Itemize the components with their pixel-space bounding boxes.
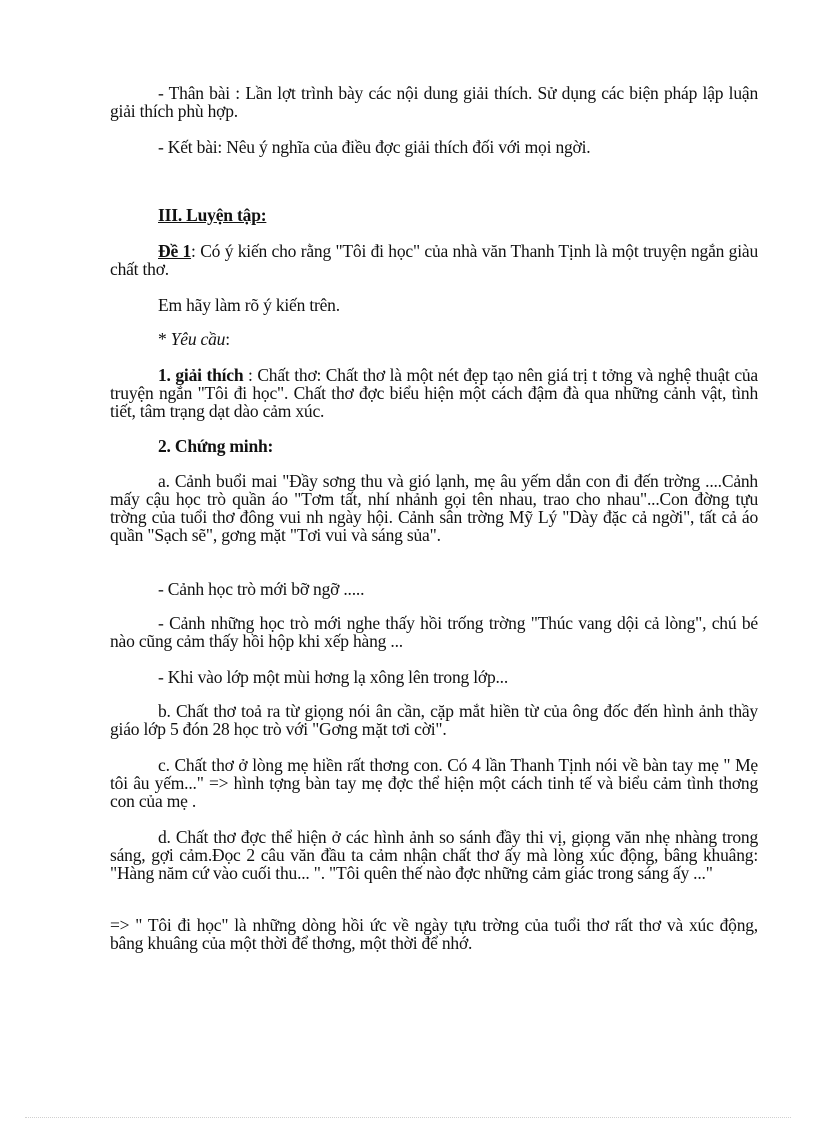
page-bottom-divider <box>25 1117 791 1118</box>
heading-chung-minh: 2. Chứng minh: <box>158 436 274 456</box>
paragraph-yeu-cau <box>110 330 758 348</box>
paragraph-conclusion: => " Tôi đi học" là những dòng hồi ức về ngày tựu trờng của tuổi thơ rất thơ và xúc động, bâng khuâng của một thời để thơng, một thời để nhớ. <box>110 915 758 953</box>
paragraph-em-hay: Em hãy làm rõ ý kiến trên. <box>158 295 340 315</box>
paragraph-giai-thich <box>110 366 758 420</box>
de1-text: : Có ý kiến cho rằng "Tôi đi học" của nhà văn Thanh Tịnh là một truyện ngắn giàu chất thơ. <box>110 241 758 279</box>
paragraph-c: c. Chất thơ ở lòng mẹ hiền rất thơng con. Có 4 lần Thanh Tịnh nói về bàn tay mẹ " Mẹ tôi âu yếm..." => hình tợng bàn tay mẹ đợc thể hiện một cách tinh tế và biểu cảm tình thơng con của mẹ . <box>110 755 758 811</box>
paragraph-de-1 <box>110 242 758 278</box>
section-title: III. Luyện tập: <box>158 205 267 225</box>
giai-thich-label: 1. giải thích <box>158 365 244 385</box>
yeu-cau-label: Yêu cầu <box>170 329 226 349</box>
paragraph-canh-hoc-tro: - Cảnh học trò mới bỡ ngỡ ..... <box>158 579 365 599</box>
giai-thich-text: : Chất thơ: Chất thơ là một nét đẹp tạo nên giá trị t tởng và nghệ thuật của truyện ngắn "Tôi đi học". Chất thơ đợc biểu hiện một cách đậm đà qua những cảnh vật, tình tiết, tâm trạng dạt dào cảm xúc. <box>110 365 759 421</box>
de1-label: Đề 1 <box>158 241 192 261</box>
paragraph-canh-nhung: - Cảnh những học trò mới nghe thấy hồi trống trờng "Thúc vang dội cả lòng", chú bé nào cũng cảm thấy hồi hộp khi xếp hàng ... <box>110 613 758 651</box>
yeu-cau-colon: : <box>225 329 230 349</box>
yeu-cau-star: * <box>158 329 171 349</box>
paragraph-khi-vao: - Khi vào lớp một mùi hơng lạ xông lên trong lớp... <box>158 667 509 687</box>
paragraph-ket-bai: - Kết bài: Nêu ý nghĩa của điều đợc giải thích đối với mọi ngời. <box>158 137 591 157</box>
paragraph-b: b. Chất thơ toả ra từ giọng nói ân cần, cặp mắt hiền từ của ông đốc đến hình ảnh thầy giáo lớp 5 đón 28 học trò với "Gơng mặt tơi cời". <box>110 701 758 739</box>
paragraph-d: d. Chất thơ đợc thể hiện ở các hình ảnh so sánh đầy thi vị, giọng văn nhẹ nhàng trong sáng, gợi cảm.Đọc 2 câu văn đầu ta cảm nhận chất thơ ấy mà lòng xúc động, bâng khuâng: "Hàng năm cứ vào cuối thu... ". "Tôi quên thế nào đợc những cảm giác trong sáng ấy ..." <box>110 827 758 883</box>
paragraph-than-bai: - Thân bài : Lần lợt trình bày các nội dung giải thích. Sử dụng các biện pháp lập luận giải thích phù hợp. <box>110 83 758 121</box>
paragraph-a: a. Cảnh buổi mai "Đầy sơng thu và gió lạnh, mẹ âu yếm dắn con đi đến trờng ....Cảnh mấy cậu học trò quần áo "Tơm tất, nhí nhảnh gọi tên nhau, trao cho nhau"...Con đờng tựu trờng của tuổi thơ đông vui nh ngày hội. Cảnh sân trờng Mỹ Lý "Dày đặc cả ngời", tất cả áo quần "Sạch sẽ", gơng mặt "Tơi vui và sáng sủa". <box>110 471 758 545</box>
